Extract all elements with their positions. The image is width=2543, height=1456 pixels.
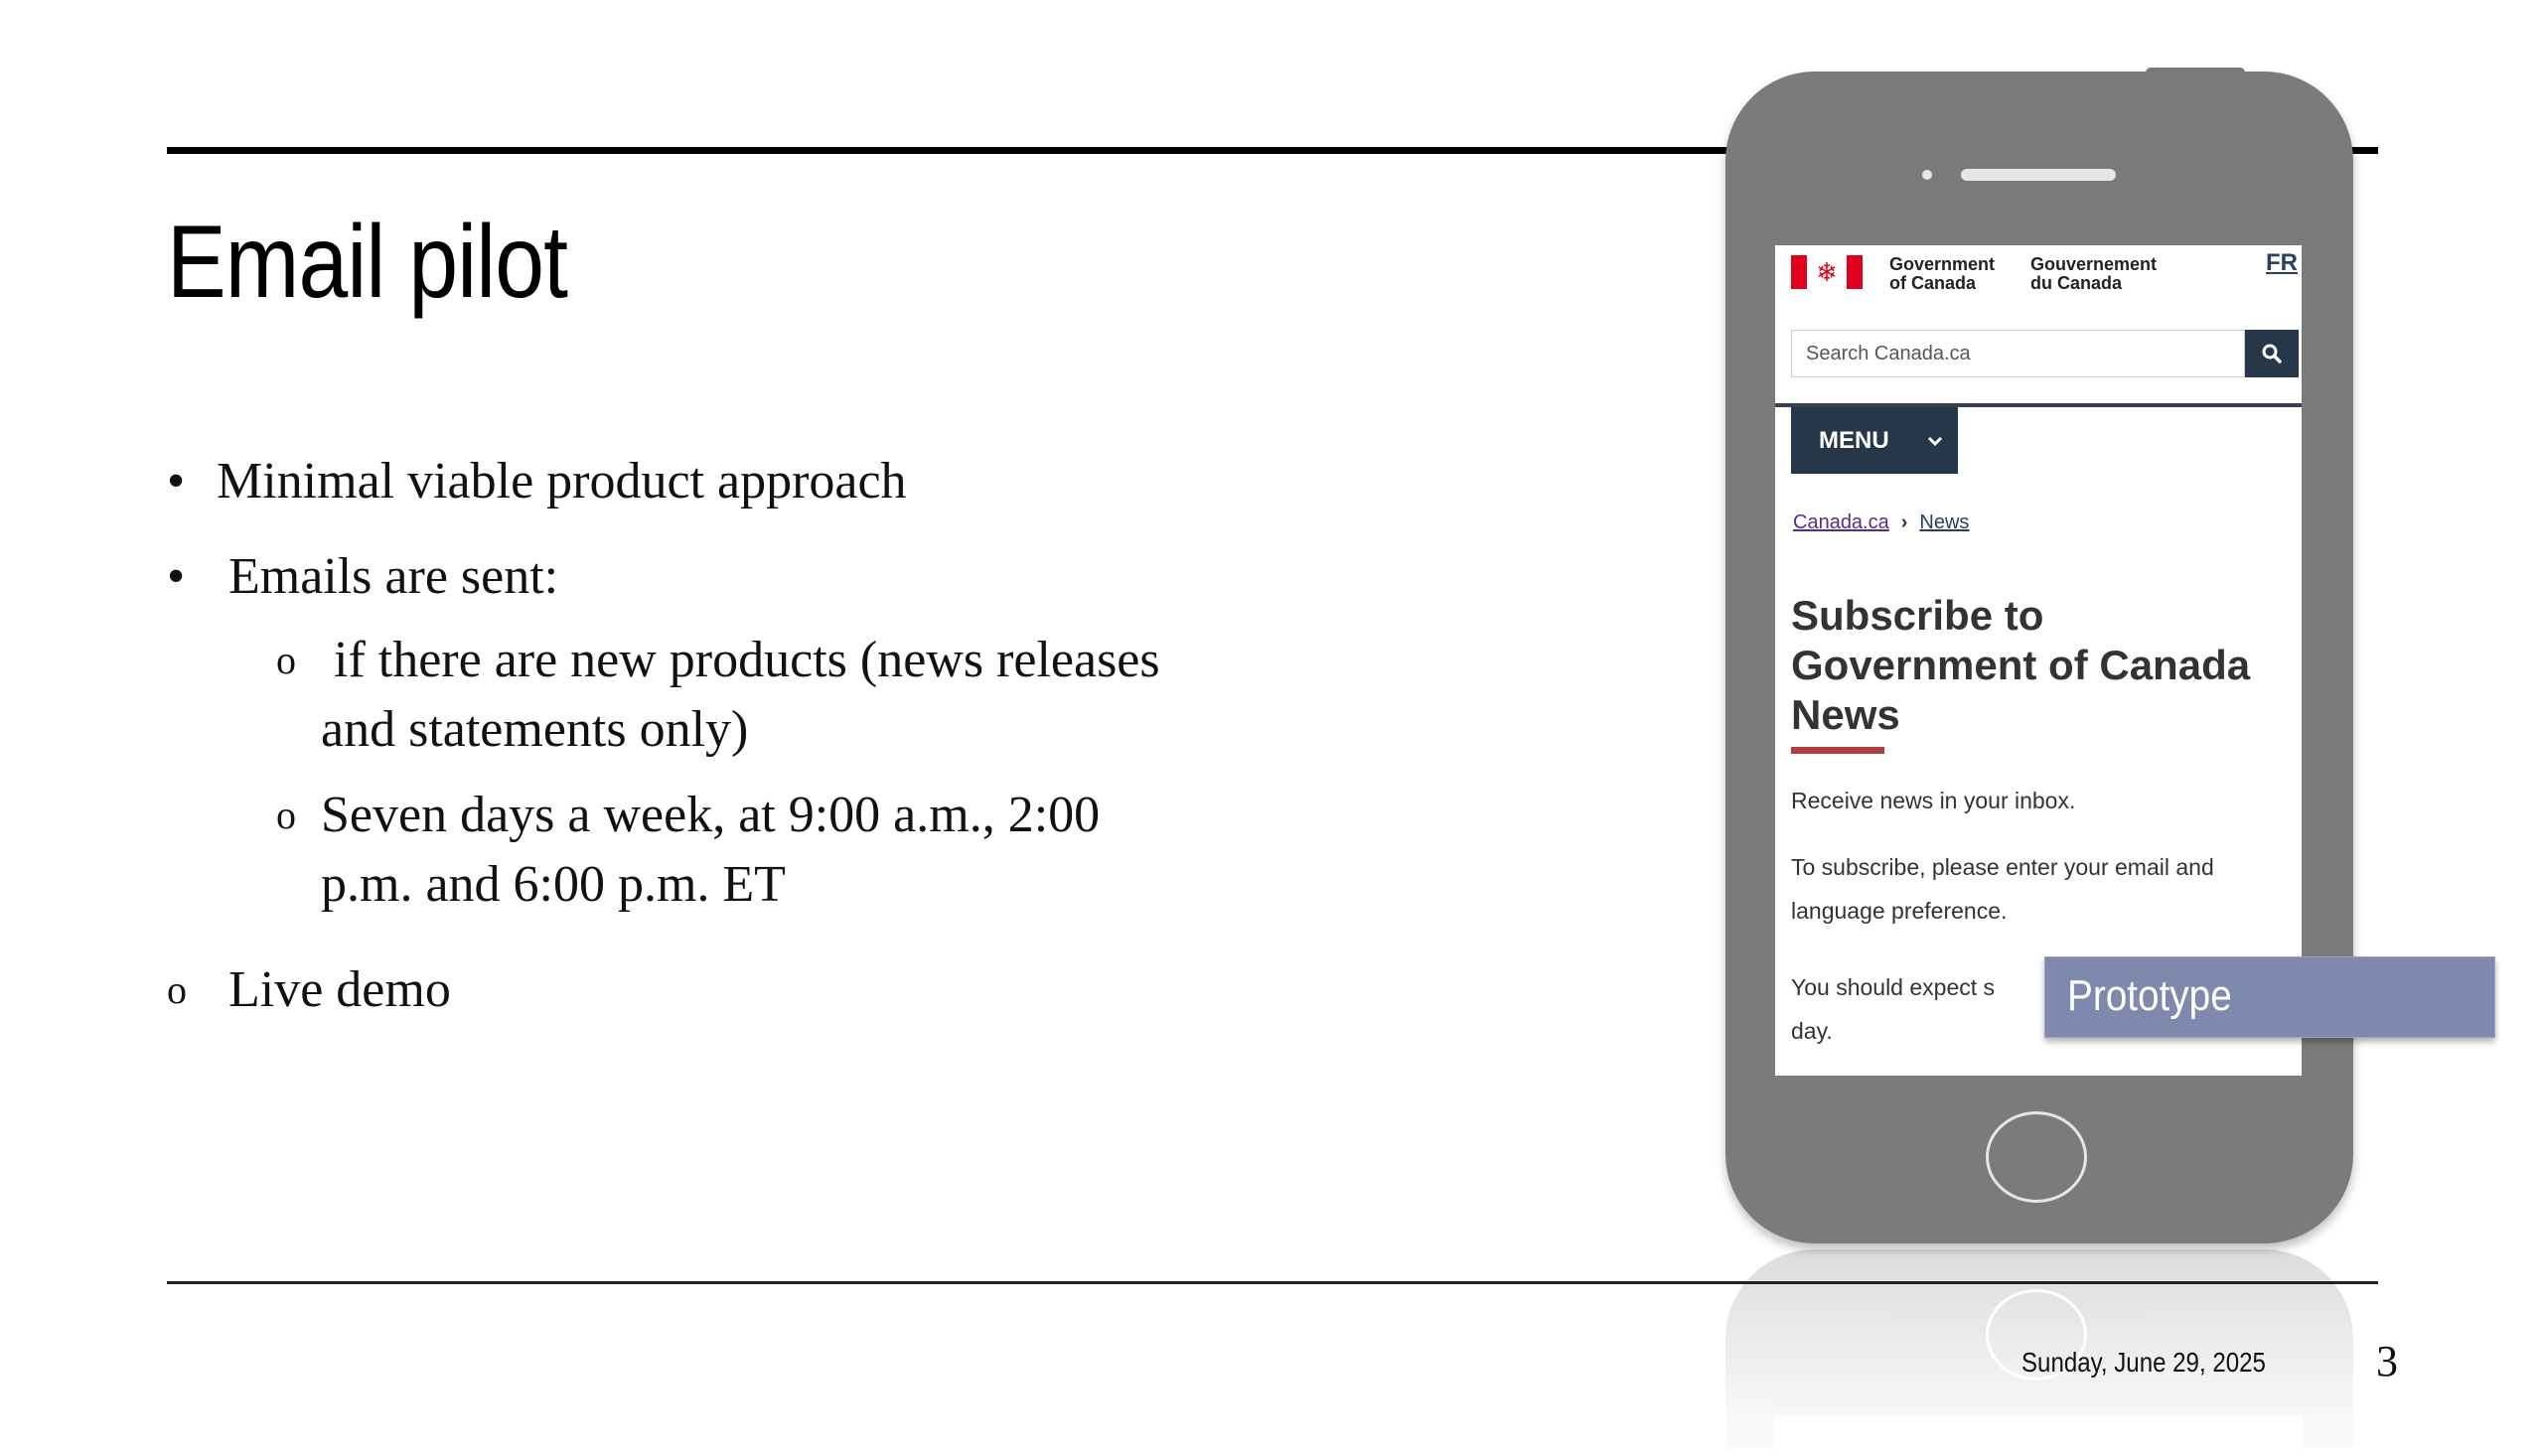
page-number: 3 (2376, 1337, 2398, 1385)
bullet-text: Emails are sent: (228, 548, 559, 605)
slide-title: Email pilot (167, 205, 568, 320)
breadcrumb-home-link[interactable]: Canada.ca (1793, 511, 1889, 533)
prototype-label-box (2044, 956, 2495, 1038)
phone-camera (1922, 170, 1932, 180)
bullet-text: Seven days a week, at 9:00 a.m., 2:00 (321, 787, 1101, 843)
heading-underline (1791, 747, 1884, 754)
bullet-text-cont: p.m. and 6:00 p.m. ET (321, 856, 786, 913)
breadcrumb (1793, 511, 1969, 534)
page-heading: Subscribe to Government of Canada News (1791, 592, 2251, 738)
reflection-screen (1775, 1416, 2302, 1456)
instructions-text: To subscribe, please enter your email and language preference. (1791, 854, 2214, 924)
bullet-marker: • (167, 453, 186, 510)
bullet-text: if there are new products (news releases (334, 632, 1160, 688)
menu-label: MENU (1819, 427, 1889, 454)
gov-signature-fr: Gouvernement du Canada (2030, 254, 2158, 293)
prototype-label: Prototype (2067, 971, 2232, 1020)
bullet-marker: • (167, 548, 186, 605)
bullet-marker: o (276, 793, 296, 837)
search-input[interactable]: Search Canada.ca (1791, 330, 2245, 377)
bullet-text: Live demo (228, 961, 451, 1018)
bullet-marker: o (167, 967, 187, 1012)
language-toggle-link[interactable]: FR (2266, 249, 2298, 276)
search-button[interactable] (2245, 330, 2299, 377)
phone-screen (1775, 245, 2302, 1076)
search-icon (2262, 344, 2282, 364)
gov-signature-en[interactable]: Government of Canada (1889, 254, 1996, 293)
menu-button[interactable] (1791, 407, 1958, 474)
intro-text: Receive news in your inbox. (1791, 788, 2076, 813)
bullet-text: Minimal viable product approach (217, 453, 907, 510)
footer-rule (167, 1281, 2378, 1284)
breadcrumb-news-link[interactable]: News (1919, 511, 1970, 533)
chevron-down-icon (1926, 436, 1944, 448)
phone-speaker (1961, 169, 2116, 181)
bullet-marker: o (276, 638, 296, 682)
canada-flag-icon: ❄ (1791, 255, 1863, 289)
breadcrumb-chevron-icon: › (1900, 511, 1908, 533)
gc-header (1775, 245, 2302, 404)
expectation-text: You should expect s day. (1791, 974, 1996, 1044)
bullet-text-cont: and statements only) (321, 701, 749, 758)
phone-mockup (1725, 72, 2353, 1243)
slide-date: Sunday, June 29, 2025 (2021, 1347, 2266, 1378)
phone-home-button (1986, 1111, 2087, 1203)
